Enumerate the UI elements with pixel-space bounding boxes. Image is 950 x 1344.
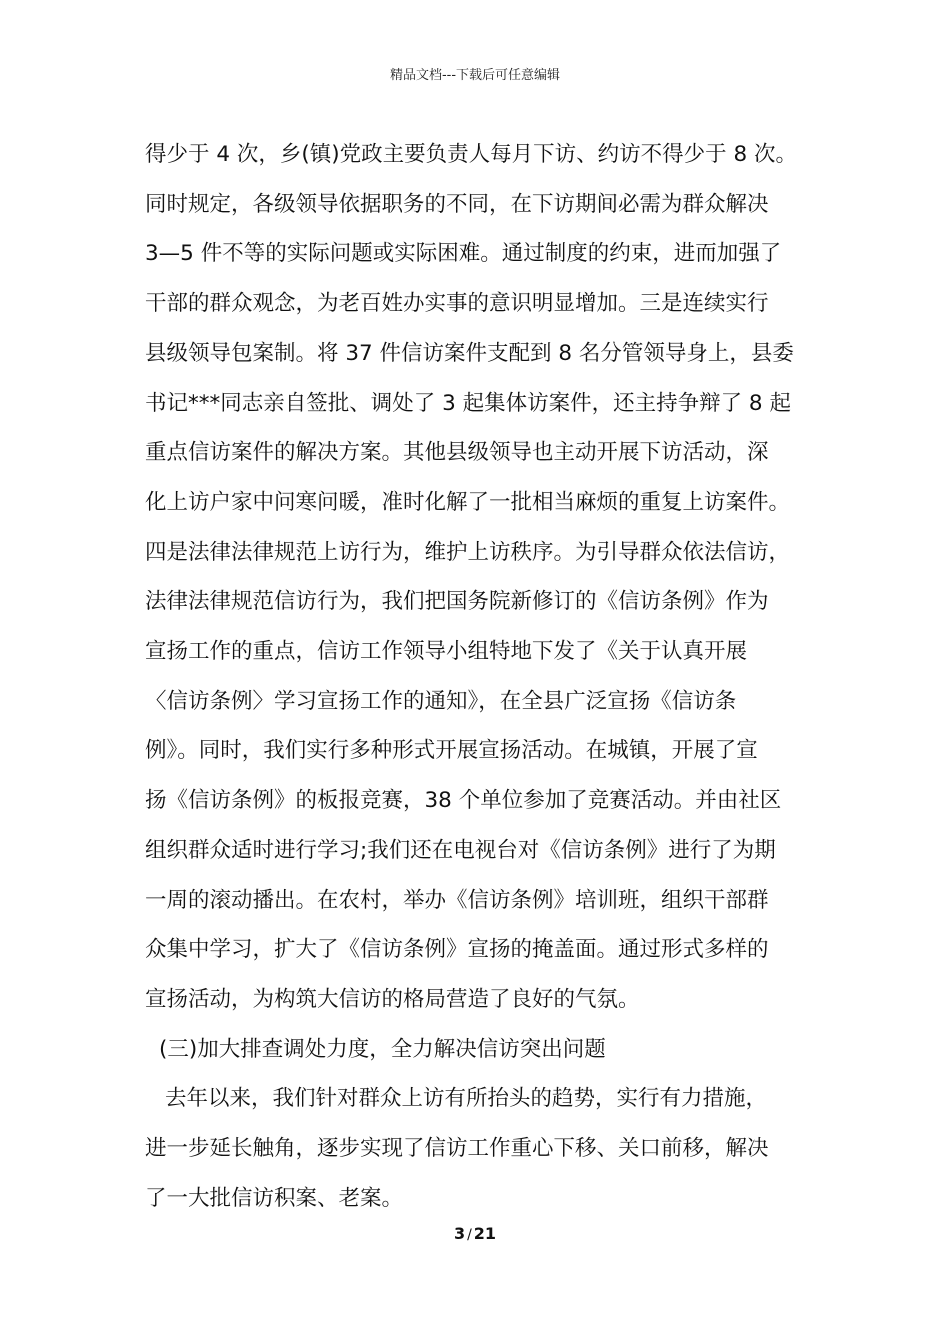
text-line: 了一大批信访积案、老案。 (145, 1185, 404, 1211)
text-line: 组织群众适时进行学习;我们还在电视台对《信访条例》进行了为期 (145, 837, 776, 863)
text-line: 同时规定，各级领导依据职务的不同，在下访期间必需为群众解决 (145, 191, 769, 217)
text-line: 扬《信访条例》的板报竞赛，38 个单位参加了竞赛活动。并由社区 (145, 788, 782, 814)
text-line: 〈信访条例〉学习宣扬工作的通知》，在全县广泛宣扬《信访条 (145, 688, 737, 714)
text-line: 3—5 件不等的实际问题或实际困难。通过制度的约束，进而加强了 (145, 241, 782, 267)
text-line: 法律法律规范信访行为，我们把国务院新修订的《信访条例》作为 (145, 589, 769, 615)
text-line: 宣扬工作的重点，信访工作领导小组特地下发了《关于认真开展 (145, 639, 748, 665)
text-line: 宣扬活动，为构筑大信访的格局营造了良好的气氛。 (145, 986, 640, 1012)
page-number (0, 1224, 950, 1243)
text-line: 众集中学习，扩大了《信访条例》宣扬的掩盖面。通过形式多样的 (145, 937, 769, 963)
page-header: 精品文档---下载后可任意编辑 (389, 68, 561, 83)
text-line: 县级领导包案制。将 37 件信访案件支配到 8 名分管领导身上，县委 (145, 340, 794, 366)
text-line: 进一步延长触角，逐步实现了信访工作重心下移、关口前移，解决 (145, 1136, 769, 1162)
page-total: 21 (473, 1224, 497, 1243)
paragraph-start-line: 去年以来，我们针对群众上访有所抬头的趋势，实行有力措施， (165, 1086, 768, 1112)
text-line: 一周的滚动播出。在农村，举办《信访条例》培训班，组织干部群 (145, 887, 769, 913)
document-body (145, 130, 825, 1223)
page-separator: / (467, 1227, 472, 1243)
text-line: 重点信访案件的解决方案。其他县级领导也主动开展下访活动，深 (145, 440, 769, 466)
page-current: 3 (453, 1224, 466, 1243)
text-line: 得少于 4 次，乡(镇)党政主要负责人每月下访、约访不得少于 8 次。 (145, 142, 797, 167)
text-line: 化上访户家中问寒问暖，准时化解了一批相当麻烦的重复上访案件。 (145, 489, 791, 515)
text-line: 例》。同时，我们实行多种形式开展宣扬活动。在城镇，开展了宣 (145, 738, 758, 764)
text-line: 四是法律法律规范上访行为，维护上访秩序。为引导群众依法信访， (145, 539, 791, 565)
text-line: 书记***同志亲自签批、调处了 3 起集体访案件，还主持争辩了 8 起 (145, 390, 791, 416)
section-heading: (三)加大排查调处力度，全力解决信访突出问题 (159, 1036, 606, 1062)
text-line: 干部的群众观念，为老百姓办实事的意识明显增加。三是连续实行 (145, 291, 769, 317)
